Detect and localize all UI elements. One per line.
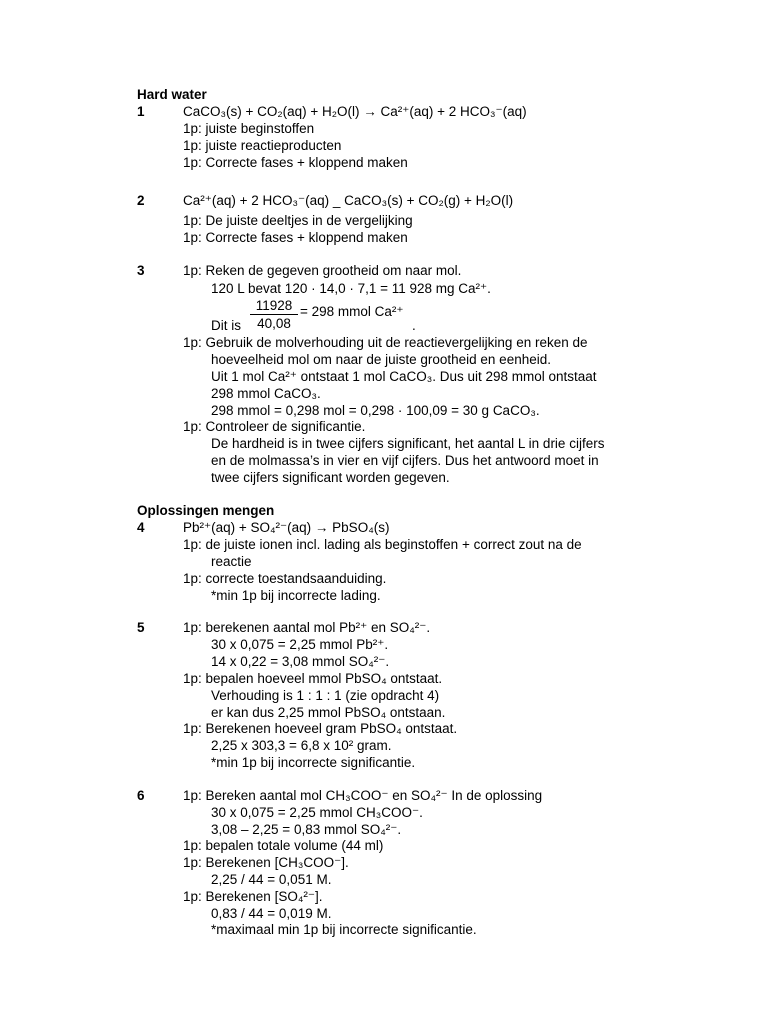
q5-point-3: 1p: Berekenen hoeveel gram PbSO₄ ontstaat. xyxy=(183,721,458,736)
q6-point-2: 1p: bepalen totale volume (44 ml) xyxy=(183,838,384,853)
q3-point-3: 1p: Controleer de significantie. xyxy=(183,419,366,434)
q1-point-2: 1p: juiste reactieproducten xyxy=(183,138,342,153)
q3-line-6: en de molmassa’s in vier en vijf cijfers. Dus het antwoord moet in xyxy=(211,453,599,468)
q5-line-6: *min 1p bij incorrecte significantie. xyxy=(211,755,416,770)
q6-line-3: 2,25 / 44 = 0,051 M. xyxy=(211,872,332,887)
q5-line-5: 2,25 x 303,3 = 6,8 x 10² gram. xyxy=(211,738,392,753)
q5-line-2: 14 x 0,22 = 3,08 mmol SO₄²⁻. xyxy=(211,654,390,669)
q2-equation: Ca²⁺(aq) + 2 HCO₃⁻(aq) _ CaCO₃(s) + CO₂(g) + H₂O(l) xyxy=(183,193,514,208)
q5-point-1: 1p: berekenen aantal mol Pb²⁺ en SO₄²⁻. xyxy=(183,620,431,635)
q2-point-2: 1p: Correcte fases + kloppend maken xyxy=(183,230,408,245)
q4-line-1: *min 1p bij incorrecte lading. xyxy=(211,588,381,603)
q3-point-2b: hoeveelheid mol om naar de juiste grootheid en eenheid. xyxy=(211,352,551,367)
q1-point-1: 1p: juiste beginstoffen xyxy=(183,121,315,136)
fraction-bar xyxy=(250,314,298,315)
q3-line-4: 298 mmol = 0,298 mol = 0,298 · 100,09 = 30 g CaCO₃. xyxy=(211,403,540,418)
q4-point-2: 1p: correcte toestandsaanduiding. xyxy=(183,571,387,586)
q3-line-2: Uit 1 mol Ca²⁺ ontstaat 1 mol CaCO₃. Dus uit 298 mmol ontstaat xyxy=(211,369,597,384)
question-number-4: 4 xyxy=(137,520,145,535)
q2-point-1: 1p: De juiste deeltjes in de vergelijking xyxy=(183,213,413,228)
fraction-result: = 298 mmol Ca²⁺ xyxy=(300,304,404,319)
q6-point-1: 1p: Bereken aantal mol CH₃COO⁻ en SO₄²⁻ In de oplossing xyxy=(183,788,543,803)
q4-point-1: 1p: de juiste ionen incl. lading als beginstoffen + correct zout na de xyxy=(183,537,582,552)
q6-line-4: 0,83 / 44 = 0,019 M. xyxy=(211,906,332,921)
q3-point-2a: 1p: Gebruik de molverhouding uit de reactievergelijking en reken de xyxy=(183,335,588,350)
question-number-1: 1 xyxy=(137,104,145,119)
q4-point-1b: reactie xyxy=(211,554,252,569)
q3-point-1: 1p: Reken de gegeven grootheid om naar mol. xyxy=(183,263,462,278)
q5-line-3: Verhouding is 1 : 1 : 1 (zie opdracht 4) xyxy=(211,688,440,703)
q5-point-2: 1p: bepalen hoeveel mmol PbSO₄ ontstaat. xyxy=(183,671,443,686)
q6-line-5: *maximaal min 1p bij incorrecte significantie. xyxy=(211,922,477,937)
q3-line-7: twee cijfers significant worden gegeven. xyxy=(211,470,450,485)
section-title-oplossingen-mengen: Oplossingen mengen xyxy=(137,503,275,518)
q5-line-4: er kan dus 2,25 mmol PbSO₄ ontstaan. xyxy=(211,705,446,720)
q3-line-3: 298 mmol CaCO₃. xyxy=(211,386,321,401)
q1-point-3: 1p: Correcte fases + kloppend maken xyxy=(183,155,408,170)
fraction-numerator: 11928 xyxy=(255,298,293,313)
q5-line-1: 30 x 0,075 = 2,25 mmol Pb²⁺. xyxy=(211,637,389,652)
q6-line-2: 3,08 – 2,25 = 0,83 mmol SO₄²⁻. xyxy=(211,822,402,837)
fraction xyxy=(250,298,298,331)
q6-point-3: 1p: Berekenen [CH₃COO⁻]. xyxy=(183,855,349,870)
fraction-denominator: 40,08 xyxy=(257,316,291,331)
question-number-6: 6 xyxy=(137,788,145,803)
question-number-3: 3 xyxy=(137,263,145,278)
question-number-5: 5 xyxy=(137,620,145,635)
q6-point-4: 1p: Berekenen [SO₄²⁻]. xyxy=(183,889,323,904)
q3-period: . xyxy=(412,318,416,333)
q1-equation: CaCO₃(s) + CO₂(aq) + H₂O(l) → Ca²⁺(aq) + 2 HCO₃⁻(aq) xyxy=(183,104,527,119)
q4-equation: Pb²⁺(aq) + SO₄²⁻(aq) → PbSO₄(s) xyxy=(183,520,390,535)
question-number-2: 2 xyxy=(137,193,145,208)
section-title-hard-water: Hard water xyxy=(137,87,207,102)
q3-dit-is: Dit is xyxy=(211,318,241,333)
q3-line-1: 120 L bevat 120 · 14,0 · 7,1 = 11 928 mg Ca²⁺. xyxy=(211,281,491,296)
q3-line-5: De hardheid is in twee cijfers significant, het aantal L in drie cijfers xyxy=(211,436,605,451)
q6-line-1: 30 x 0,075 = 2,25 mmol CH₃COO⁻. xyxy=(211,805,423,820)
